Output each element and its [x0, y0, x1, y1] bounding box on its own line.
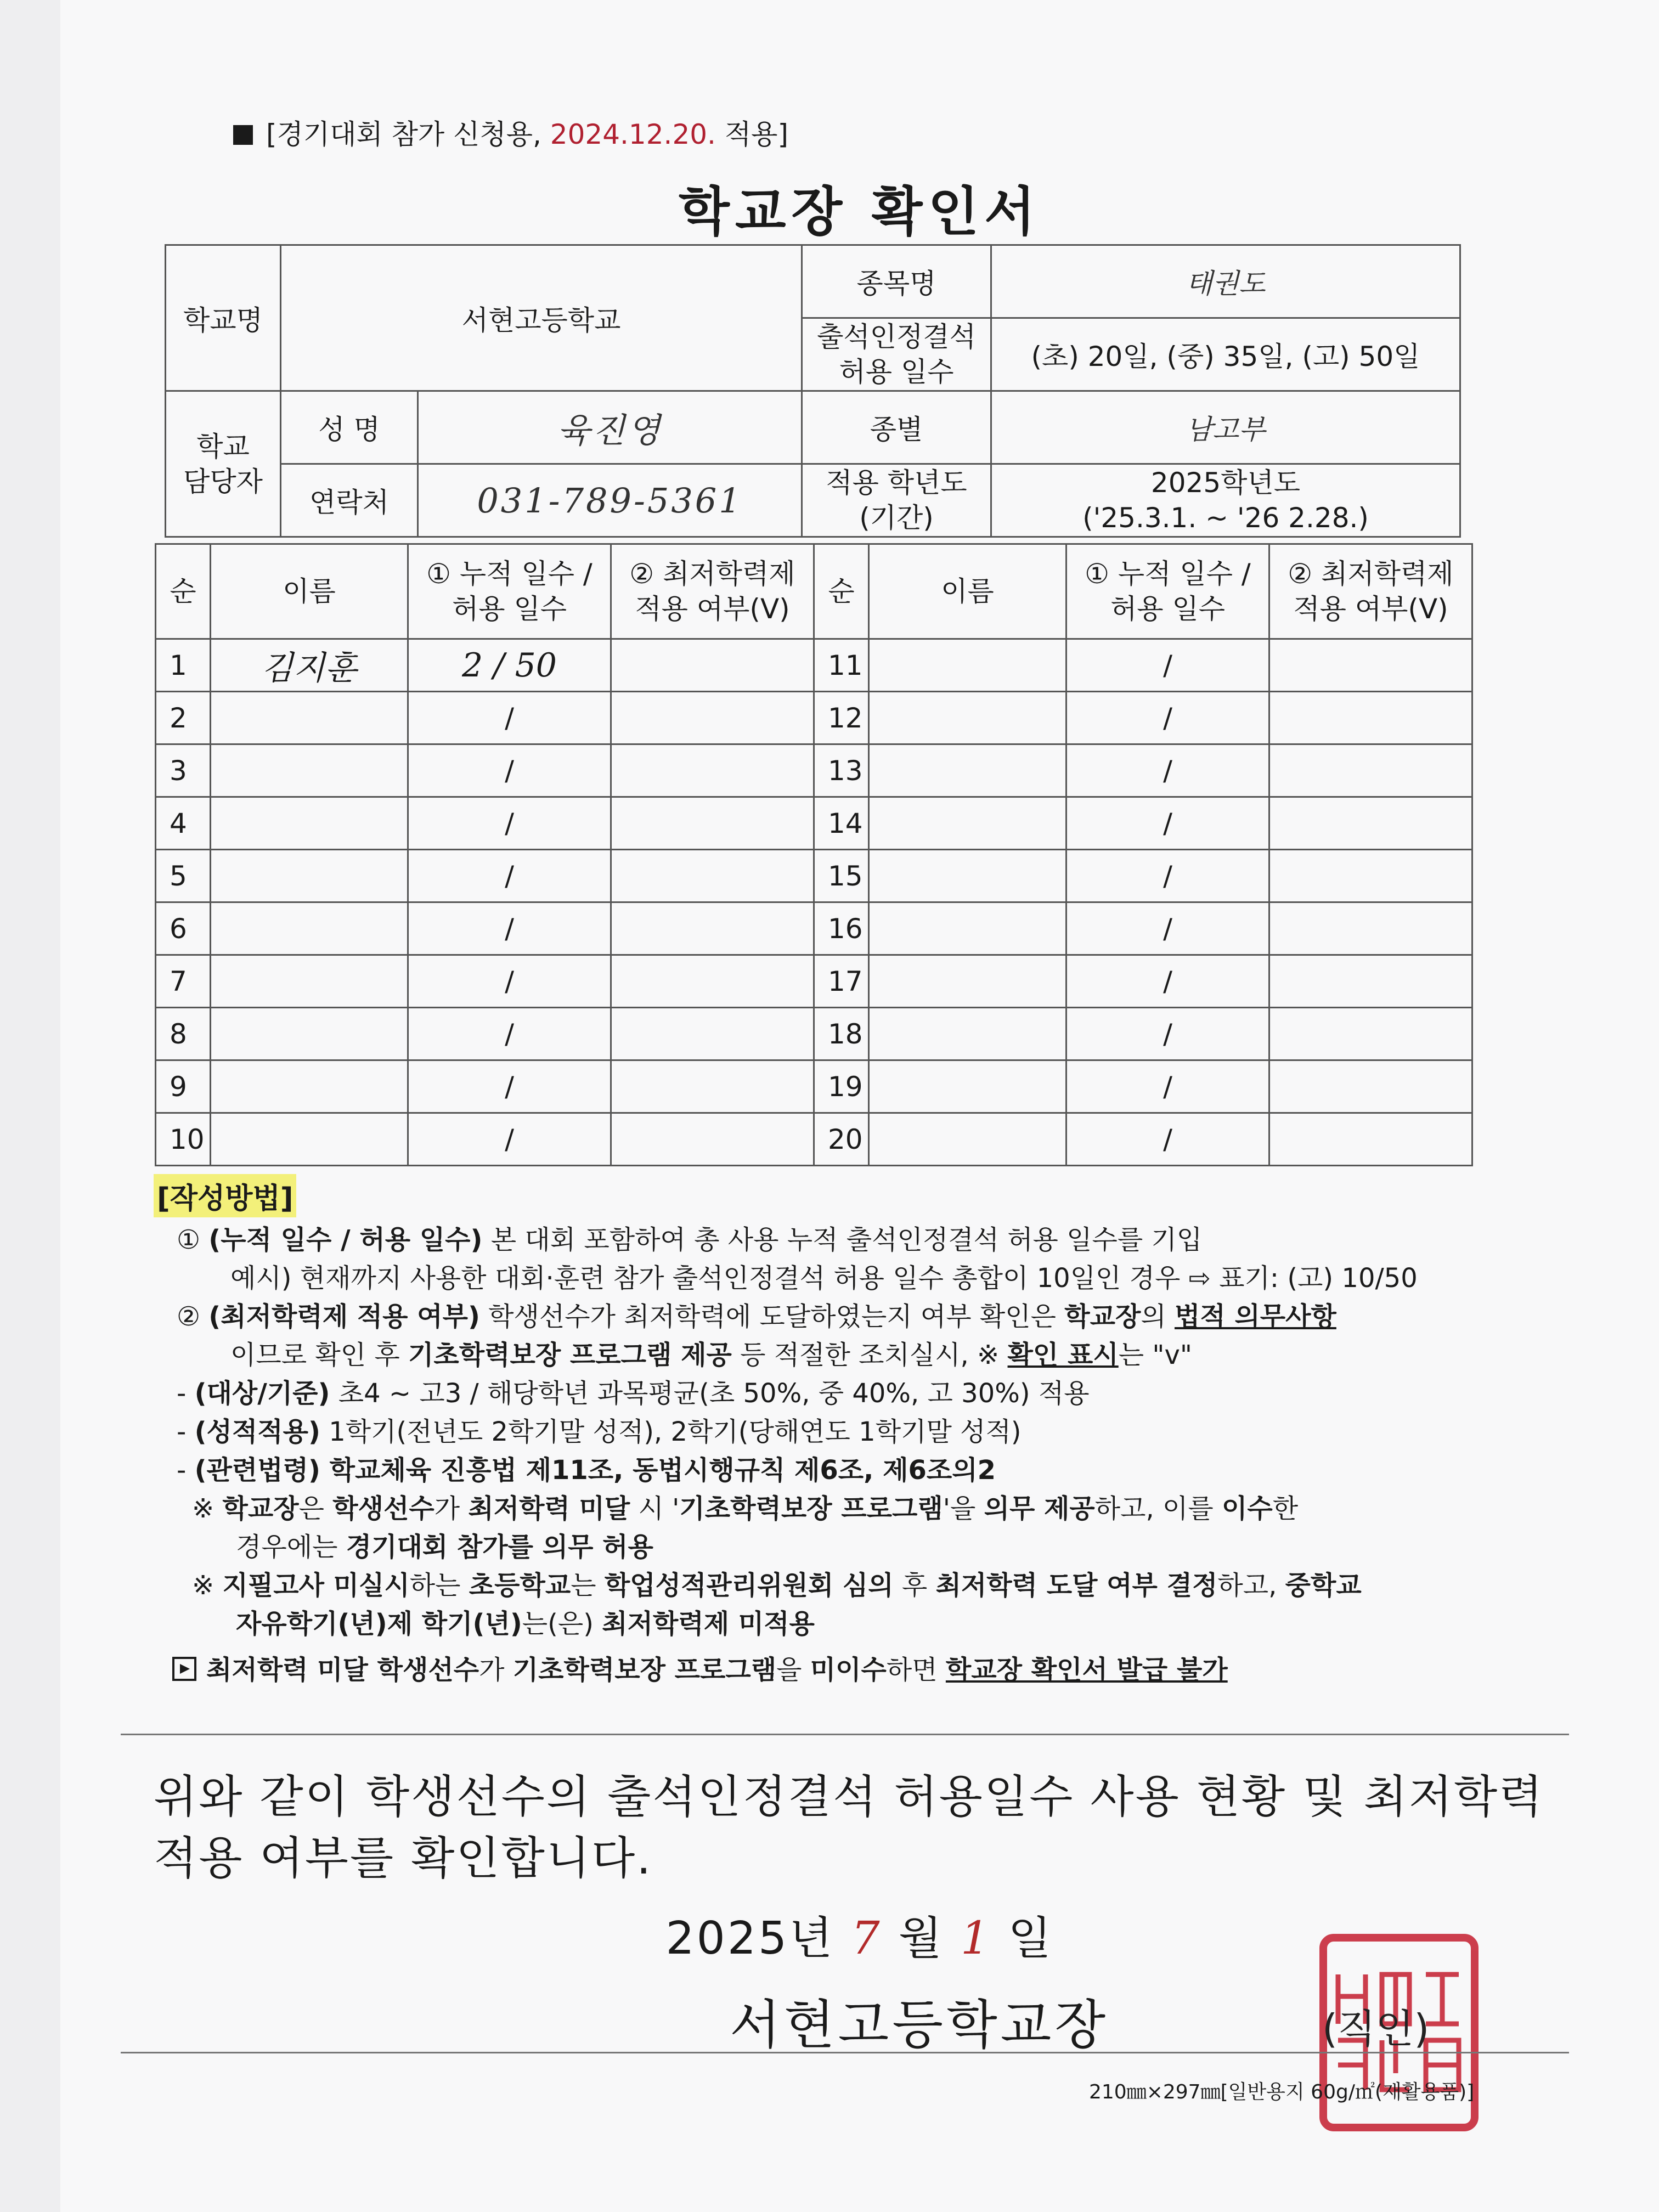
check-cell: [1269, 1113, 1472, 1166]
check-cell: [611, 1113, 814, 1166]
header-check: ② 최저학력제 적용 여부(V): [611, 544, 814, 639]
final-note: 최저학력 미달 학생선수가 기초학력보장 프로그램을 미이수하면 학교장 확인서 발급 불가: [172, 1651, 1564, 1689]
remark-1: ※ 학교장은 학생선수가 최저학력 미달 시 '기초학력보장 프로그램'을 의무 제공하고, 이를 이수한: [192, 1493, 1299, 1524]
check-cell: [611, 797, 814, 850]
row-number: 13: [814, 744, 869, 797]
student-name: [869, 1060, 1066, 1113]
header-name: 이름: [211, 544, 408, 639]
check-cell: [1269, 1060, 1472, 1113]
note-1: ① (누적 일수 / 허용 일수) 본 대회 포함하여 총 사용 누적 출석인정결석 허용 일수를 기입: [177, 1224, 1203, 1255]
table-row: [156, 850, 1472, 902]
days-cell: /: [408, 692, 611, 744]
issue-date: 2025년 7 월 1 일: [665, 1912, 1054, 1965]
student-name: [211, 692, 408, 744]
bullet-law: - (관련법령) 학교체육 진흥법 제11조, 동법시행규칙 제6조, 제6조의2: [177, 1455, 996, 1486]
check-cell: [611, 639, 814, 692]
row-number: 19: [814, 1060, 869, 1113]
bullet-grades: - (성적적용) 1학기(전년도 2학기말 성적), 2학기(당해연도 1학기말 성적): [177, 1417, 1022, 1447]
days-cell: /: [1066, 744, 1269, 797]
table-row: [156, 1113, 1472, 1166]
student-name: [869, 797, 1066, 850]
row-number: 5: [156, 850, 211, 902]
days-cell: /: [1066, 902, 1269, 955]
student-table: [155, 543, 1473, 1166]
check-cell: [1269, 744, 1472, 797]
days-cell: /: [1066, 1060, 1269, 1113]
days-cell: /: [1066, 850, 1269, 902]
check-cell: [1269, 902, 1472, 955]
phone-value: 031-789-5361: [418, 464, 802, 537]
row-number: 15: [814, 850, 869, 902]
category-value: 남고부: [991, 391, 1460, 464]
confirmation-statement: 위와 같이 학생선수의 출석인정결석 허용일수 사용 현황 및 최저학력 적용 여부를 확인합니다.: [154, 1771, 1544, 1884]
row-number: 18: [814, 1008, 869, 1060]
student-name: [211, 744, 408, 797]
student-name: [211, 797, 408, 850]
table-row: [156, 639, 1472, 692]
student-name: [869, 692, 1066, 744]
row-number: 2: [156, 692, 211, 744]
header-days: ① 누적 일수 / 허용 일수: [1066, 544, 1269, 639]
page-title: 학교장 확인서: [679, 181, 1041, 242]
row-number: 12: [814, 692, 869, 744]
remark-2-cont: 자유학기(년)제 학기(년)는(은) 최저학력제 미적용: [236, 1609, 815, 1639]
method-notes: [177, 1221, 1564, 1689]
form-tag: [경기대회 참가 신청용, 2024.12.20. 적용]: [233, 112, 788, 152]
check-cell: [611, 1060, 814, 1113]
table-row: [156, 955, 1472, 1008]
student-name: [869, 744, 1066, 797]
student-name: [211, 1008, 408, 1060]
table-row: [156, 1008, 1472, 1060]
row-number: 17: [814, 955, 869, 1008]
header-order: 순: [814, 544, 869, 639]
days-cell: /: [1066, 1008, 1269, 1060]
name-label: 성 명: [281, 391, 418, 464]
student-name: [211, 902, 408, 955]
check-cell: [611, 955, 814, 1008]
row-number: 7: [156, 955, 211, 1008]
divider: [121, 2052, 1569, 2053]
days-cell: /: [408, 1113, 611, 1166]
row-number: 20: [814, 1113, 869, 1166]
days-cell: /: [408, 797, 611, 850]
student-name: [211, 1060, 408, 1113]
method-heading: [작성방법]: [154, 1174, 296, 1217]
allowed-days-value: (초) 20일, (중) 35일, (고) 50일: [991, 318, 1460, 391]
square-bullet-icon: [233, 125, 253, 145]
row-number: 16: [814, 902, 869, 955]
remark-2: ※ 지필고사 미실시하는 초등학교는 학업성적관리위원회 심의 후 최저학력 도달 여부 결정하고, 중학교: [192, 1570, 1362, 1601]
contact-label: 학교 담당자: [166, 391, 281, 537]
divider: [121, 1734, 1569, 1735]
row-number: 4: [156, 797, 211, 850]
category-label: 종별: [802, 391, 991, 464]
days-cell: /: [1066, 797, 1269, 850]
row-number: 14: [814, 797, 869, 850]
name-value: 육진영: [418, 391, 802, 464]
header-days: ① 누적 일수 / 허용 일수: [408, 544, 611, 639]
check-cell: [1269, 1008, 1472, 1060]
student-name: [869, 902, 1066, 955]
school-value: 서현고등학교: [281, 245, 802, 391]
student-name: [211, 955, 408, 1008]
table-row: [156, 744, 1472, 797]
student-name: [211, 1113, 408, 1166]
arrow-box-icon: [172, 1657, 196, 1681]
check-cell: [611, 744, 814, 797]
row-number: 8: [156, 1008, 211, 1060]
note-1-example: 예시) 현재까지 사용한 대회·훈련 참가 출석인정결석 허용 일수 총합이 10일인 경우 ⇨ 표기: (고) 10/50: [230, 1263, 1418, 1294]
row-number: 3: [156, 744, 211, 797]
document-page: [60, 0, 1659, 2212]
student-name: [869, 639, 1066, 692]
check-cell: [1269, 797, 1472, 850]
row-number: 11: [814, 639, 869, 692]
row-number: 9: [156, 1060, 211, 1113]
info-table: [165, 244, 1461, 538]
event-value: 태권도: [991, 245, 1460, 318]
year-value: 2025학년도 ('25.3.1. ~ '26 2.28.): [991, 464, 1460, 537]
row-number: 10: [156, 1113, 211, 1166]
student-name: [869, 955, 1066, 1008]
check-cell: [611, 850, 814, 902]
student-name: [869, 1008, 1066, 1060]
days-cell: /: [1066, 1113, 1269, 1166]
days-cell: /: [408, 1008, 611, 1060]
check-cell: [611, 1008, 814, 1060]
row-number: 6: [156, 902, 211, 955]
check-cell: [1269, 692, 1472, 744]
note-2: ② (최저학력제 적용 여부) 학생선수가 최저학력에 도달하였는지 여부 확인은 학교장의 법적 의무사항: [177, 1301, 1336, 1332]
check-cell: [1269, 850, 1472, 902]
days-cell: /: [1066, 692, 1269, 744]
form-tag-date: 2024.12.20.: [550, 119, 716, 150]
header-order: 순: [156, 544, 211, 639]
student-name: [211, 850, 408, 902]
school-label: 학교명: [166, 245, 281, 391]
table-row: [156, 902, 1472, 955]
check-cell: [1269, 639, 1472, 692]
check-cell: [611, 692, 814, 744]
table-row: [156, 797, 1472, 850]
note-2-cont: 이므로 확인 후 기초학력보장 프로그램 제공 등 적절한 조치실시, ※ 확인 표시는 "v": [230, 1340, 1192, 1370]
table-row: [156, 692, 1472, 744]
days-cell: /: [408, 744, 611, 797]
days-cell: /: [408, 902, 611, 955]
allowed-days-label: 출석인정결석 허용 일수: [802, 318, 991, 391]
student-name: [869, 850, 1066, 902]
days-cell: /: [408, 955, 611, 1008]
seal-label: (직인): [1322, 2006, 1430, 2052]
student-name: 김지훈: [211, 639, 408, 692]
days-cell: 2 / 50: [408, 639, 611, 692]
check-cell: [611, 902, 814, 955]
paper-spec: 210㎜×297㎜[일반용지 60g/㎡(재활용품)]: [1089, 2081, 1475, 2103]
year-label: 적용 학년도 (기간): [802, 464, 991, 537]
principal-name: 서현고등학교장: [730, 1994, 1109, 2056]
table-row: [156, 1060, 1472, 1113]
check-cell: [1269, 955, 1472, 1008]
phone-label: 연락처: [281, 464, 418, 537]
days-cell: /: [408, 850, 611, 902]
days-cell: /: [1066, 955, 1269, 1008]
days-cell: /: [408, 1060, 611, 1113]
event-label: 종목명: [802, 245, 991, 318]
student-name: [869, 1113, 1066, 1166]
row-number: 1: [156, 639, 211, 692]
header-check: ② 최저학력제 적용 여부(V): [1269, 544, 1472, 639]
bullet-target: - (대상/기준) 초4 ~ 고3 / 해당학년 과목평균(초 50%, 중 40%, 고 30%) 적용: [177, 1378, 1090, 1409]
days-cell: /: [1066, 639, 1269, 692]
remark-1-cont: 경우에는 경기대회 참가를 의무 허용: [236, 1532, 653, 1562]
header-name: 이름: [869, 544, 1066, 639]
